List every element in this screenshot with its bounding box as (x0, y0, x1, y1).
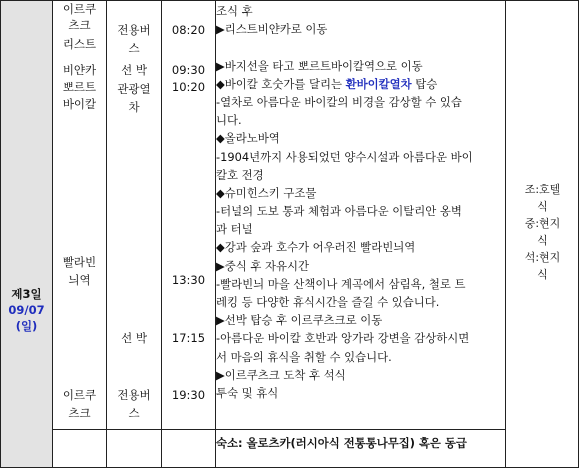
place-text: 이르쿠 (62, 2, 97, 16)
transport-text: 관광열 (117, 82, 151, 96)
day-date: 09/07 (8, 303, 45, 317)
transport-text: 선 박 (121, 331, 147, 345)
meal-text: 중:현지 (524, 217, 561, 230)
itinerary-line: 과 터널 (216, 222, 253, 237)
transport-text: 선 박 (121, 63, 147, 77)
table-border (52, 0, 53, 468)
day-label: 제3일 (11, 287, 42, 301)
itinerary-line: -아름다운 바이칼 호반과 앙가라 강변을 감상하시면 (216, 331, 470, 346)
place-text: 빨라빈 (62, 255, 97, 269)
meal-text: 식 (537, 200, 548, 213)
table-border (215, 0, 216, 468)
time-text: 09:30 (171, 63, 206, 77)
table-border (505, 0, 506, 468)
place-text: 츠크 (68, 406, 91, 420)
meal-text: 조:호텔 (524, 183, 561, 196)
itinerary-line: ◆올라노바역 (216, 131, 280, 146)
table-border (106, 0, 107, 468)
meal-text: 식 (537, 268, 548, 281)
itinerary-line: ▶리스트비얀카로 이동 (216, 22, 328, 37)
itinerary-line: ◆강과 숲과 호수가 어우러진 빨라빈늬역 (216, 240, 416, 255)
itinerary-line: 투숙 및 휴식 (216, 385, 279, 400)
time-text: 08:20 (171, 23, 206, 37)
day-cell (1, 1, 52, 467)
day-weekday: (일) (15, 319, 38, 333)
place-text: 비얀카 (62, 63, 97, 77)
meal-text: 석:현지 (524, 251, 561, 264)
itinerary-line: 레킹 등 다양한 휴식시간을 즐길 수 있습니다. (216, 295, 440, 309)
place-text: 늬역 (68, 273, 91, 287)
itinerary-line: ▶선박 탑승 후 이르쿠츠크로 이동 (216, 313, 383, 328)
meal-text: 식 (537, 234, 548, 247)
transport-text: 스 (128, 406, 140, 420)
itinerary-line: -1904년까지 사용되었던 양수시설과 아름다운 바이 (216, 149, 473, 164)
place-text: 츠크 (68, 18, 91, 32)
highlight-text: 환바이칼열차 (345, 76, 412, 91)
transport-text: 차 (128, 100, 140, 114)
itinerary-line: -빨라빈늬 마을 산책이나 계곡에서 삼림욕, 철로 트 (216, 276, 466, 291)
transport-text: 스 (128, 41, 140, 55)
itinerary-line: 칼호 전경 (216, 167, 264, 182)
time-text: 10:20 (171, 80, 206, 94)
lodging-text: 숙소: 올로츠카(러시아식 전통통나무집) 혹은 동급 (216, 436, 467, 450)
place-text: 뽀르트 (62, 80, 97, 94)
itinerary-line: ◆슈미힌스키 구조물 (216, 185, 317, 200)
place-text: 바이칼 (62, 97, 97, 111)
itinerary-line (216, 75, 506, 93)
table-border (161, 0, 162, 468)
itinerary-text: 탑승 (411, 76, 438, 91)
itinerary-lines (216, 2, 506, 402)
transport-text: 전용버 (117, 23, 151, 37)
itinerary-line: ▶중식 후 자유시간 (216, 258, 310, 273)
itinerary-line: ▶이르쿠츠크 도착 후 석식 (216, 367, 346, 382)
time-text: 13:30 (171, 273, 206, 287)
time-text: 17:15 (171, 331, 206, 345)
itinerary-line: 니다. (216, 113, 242, 128)
table-border (0, 0, 579, 1)
transport-text: 전용버 (117, 388, 151, 402)
place-text: 리스트 (62, 37, 97, 51)
table-border (52, 429, 506, 430)
itinerary-line: -열차로 아름다운 바이칼의 비경을 감상할 수 있습 (216, 94, 462, 109)
itinerary-line: -터널의 도보 통과 체험과 아름다운 이탈리안 옹벽 (216, 204, 462, 219)
time-text: 19:30 (171, 388, 206, 402)
itinerary-line: 조식 후 (216, 4, 253, 18)
itinerary-line (216, 38, 506, 56)
table-border (0, 0, 1, 468)
itinerary-line: ▶바지선을 타고 뽀르트바이칼역으로 이동 (216, 58, 423, 73)
itinerary-text: ◆바이칼 호숫가를 달리는 (216, 76, 346, 91)
place-text: 이르쿠 (62, 388, 97, 402)
itinerary-line: 서 마음의 휴식을 취할 수 있습니다. (216, 349, 392, 364)
